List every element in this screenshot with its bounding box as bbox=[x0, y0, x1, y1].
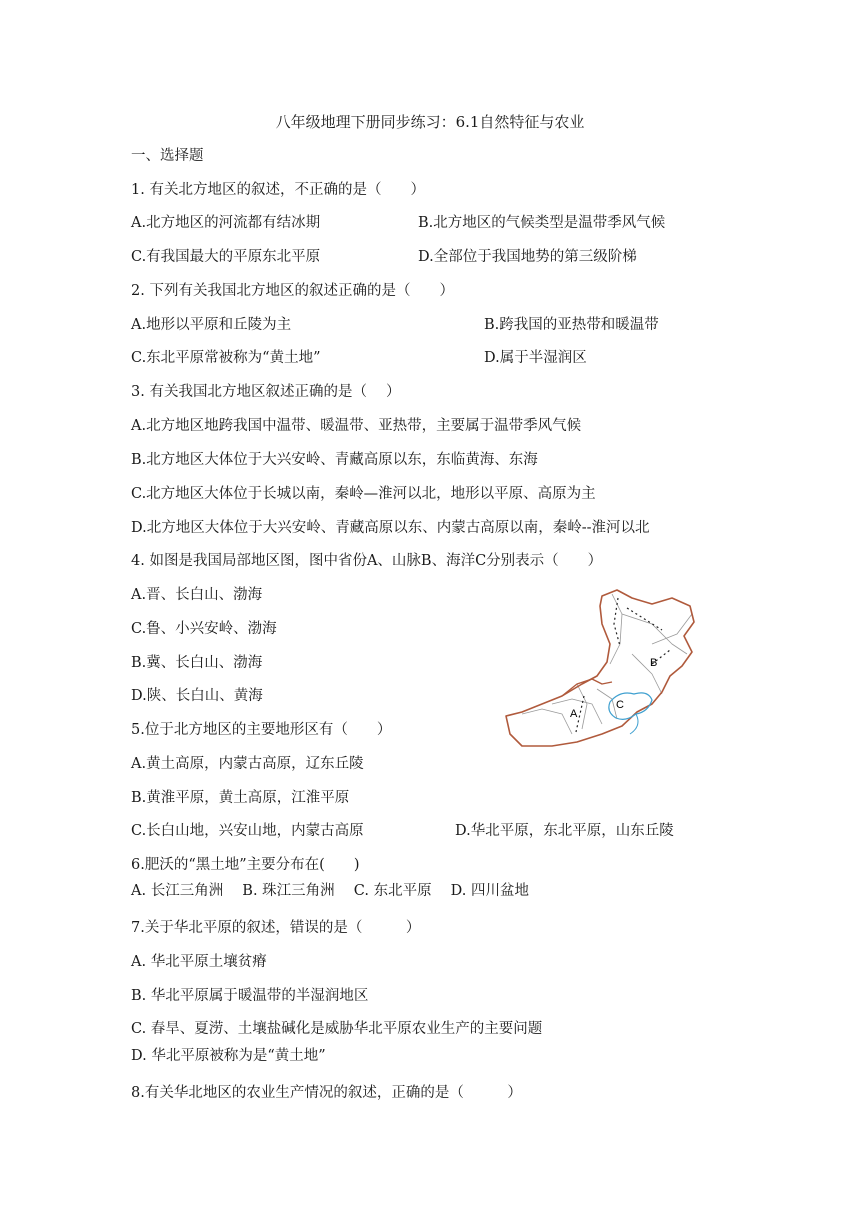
question-1-option-b: B.北方地区的气候类型是温带季风气候 bbox=[418, 215, 666, 231]
document-title: 八年级地理下册同步练习：6.1自然特征与农业 bbox=[275, 113, 585, 131]
question-6-options: A. 长江三角洲 B. 珠江三角洲 C. 东北平原 D. 四川盆地 bbox=[131, 883, 530, 899]
question-5-option-c: C.长白山地，兴安山地，内蒙古高原 bbox=[131, 823, 364, 839]
question-3-option-d: D.北方地区大体位于大兴安岭、青藏高原以东、内蒙古高原以南，秦岭--淮河以北 bbox=[131, 520, 650, 536]
map-label-a: A bbox=[570, 708, 578, 720]
question-5-option-d: D.华北平原，东北平原，山东丘陵 bbox=[455, 823, 674, 839]
question-2-option-c: C.东北平原常被称为“黄土地” bbox=[131, 350, 321, 366]
question-7-option-a: A. 华北平原土壤贫瘠 bbox=[131, 954, 267, 970]
question-3-option-a: A.北方地区地跨我国中温带、暖温带、亚热带，主要属于温带季风气候 bbox=[131, 418, 582, 434]
question-5-option-a: A.黄土高原，内蒙古高原，辽东丘陵 bbox=[131, 756, 364, 772]
question-2-option-b: B.跨我国的亚热带和暖温带 bbox=[484, 317, 659, 333]
question-4-option-2: C.鲁、小兴安岭、渤海 bbox=[131, 621, 277, 637]
regional-map-figure bbox=[502, 584, 702, 754]
question-4-option-3: B.冀、长白山、渤海 bbox=[131, 655, 263, 671]
question-1-option-c: C.有我国最大的平原东北平原 bbox=[131, 249, 321, 265]
question-3-stem: 3. 有关我国北方地区叙述正确的是（ ） bbox=[131, 384, 401, 400]
question-7-option-c: C. 春旱、夏涝、土壤盐碱化是威胁华北平原农业生产的主要问题 bbox=[131, 1021, 543, 1037]
question-7-stem: 7.关于华北平原的叙述，错误的是（ ） bbox=[131, 920, 421, 936]
map-label-b: B bbox=[650, 657, 658, 669]
question-1-option-d: D.全部位于我国地势的第三级阶梯 bbox=[418, 249, 637, 265]
question-2-stem: 2. 下列有关我国北方地区的叙述正确的是（ ） bbox=[131, 283, 454, 299]
section-heading: 一、选择题 bbox=[131, 148, 204, 164]
question-8-stem: 8.有关华北地区的农业生产情况的叙述，正确的是（ ） bbox=[131, 1085, 522, 1101]
question-5-option-b: B.黄淮平原，黄土高原，江淮平原 bbox=[131, 790, 350, 806]
question-2-option-a: A.地形以平原和丘陵为主 bbox=[131, 317, 292, 333]
question-3-option-b: B.北方地区大体位于大兴安岭、青藏高原以东，东临黄海、东海 bbox=[131, 452, 538, 468]
question-5-stem: 5.位于北方地区的主要地形区有（ ） bbox=[131, 722, 392, 738]
question-1-option-a: A.北方地区的河流都有结冰期 bbox=[131, 215, 321, 231]
question-4-stem: 4. 如图是我国局部地区图，图中省份A、山脉B、海洋C分别表示（ ） bbox=[131, 553, 603, 569]
map-label-c: C bbox=[616, 699, 624, 711]
question-7-option-b: B. 华北平原属于暖温带的半湿润地区 bbox=[131, 988, 369, 1004]
question-7-option-d: D. 华北平原被称为是“黄土地” bbox=[131, 1048, 326, 1064]
question-3-option-c: C.北方地区大体位于长城以南，秦岭—淮河以北，地形以平原、高原为主 bbox=[131, 486, 596, 502]
question-6-stem: 6.肥沃的“黑土地”主要分布在( ) bbox=[131, 857, 360, 873]
question-4-option-1: A.晋、长白山、渤海 bbox=[131, 587, 263, 603]
question-1-stem: 1. 有关北方地区的叙述，不正确的是（ ） bbox=[131, 182, 425, 198]
question-4-option-4: D.陕、长白山、黄海 bbox=[131, 688, 263, 704]
question-2-option-d: D.属于半湿润区 bbox=[484, 350, 587, 366]
